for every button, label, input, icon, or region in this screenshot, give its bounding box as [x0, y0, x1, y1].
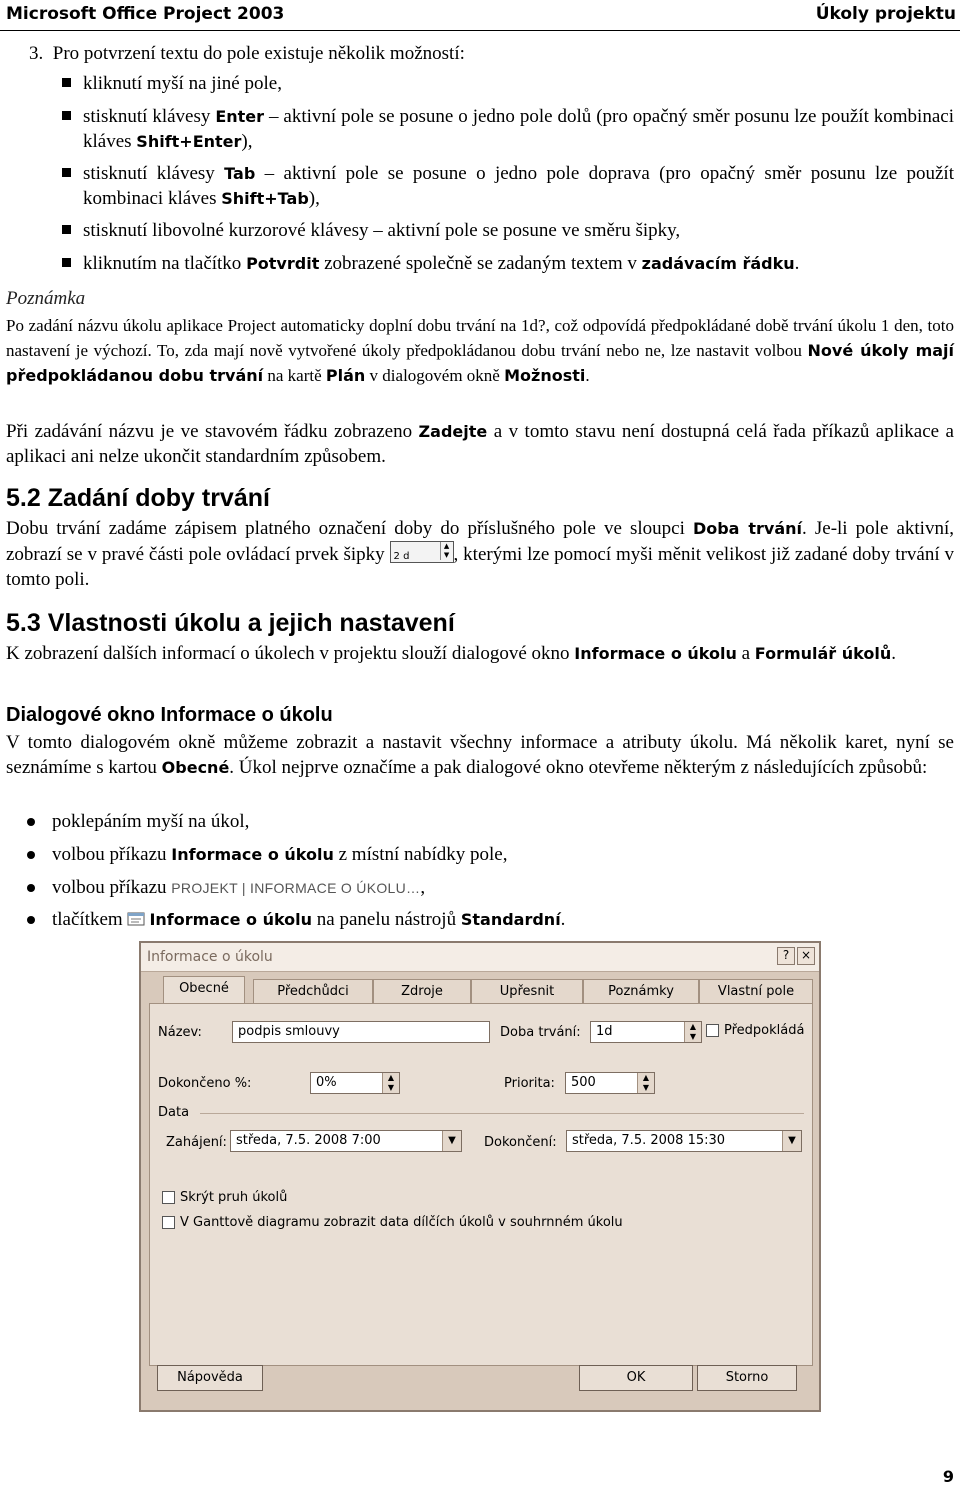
finish-date-select[interactable]: středa, 7.5. 2008 15:30 ▼ — [566, 1130, 802, 1152]
subheading-dialog: Dialogové okno Informace o úkolu — [6, 704, 333, 726]
percent-complete-label: Dokončeno %: — [158, 1076, 252, 1091]
dates-group-label: Data — [158, 1105, 190, 1120]
estimated-checkbox[interactable] — [706, 1024, 719, 1037]
priority-label: Priorita: — [504, 1076, 555, 1091]
duration-input[interactable]: 1d ▲ ▼ — [590, 1021, 702, 1043]
duration-label: Doba trvání: — [500, 1025, 581, 1040]
close-icon[interactable]: × — [797, 947, 815, 965]
tab-predecessors[interactable]: Předchůdci — [253, 979, 373, 1004]
note-body: Po zadání názvu úkolu aplikace Project automaticky doplní dobu trvání na 1d?, což odpovídá předpokládané době trvání úkolu 1 den, toto nastavení je výchozí. To, zda mají nově vytvořené úkoly předpokládanou dobu trvání nebo ne, lze nastavit volbou Nové úkoly mají předpokládanou dobu trvání na kartě Plán v dialogovém okně Možnosti. — [6, 316, 955, 385]
bullet-square-icon — [62, 168, 71, 177]
heading-5-3: 5.3 Vlastnosti úkolu a jejich nastavení — [6, 609, 455, 637]
task-info-dialog — [139, 941, 821, 1412]
tab-general[interactable]: Obecné — [163, 976, 245, 1005]
list-item: poklepáním myší na úkol, — [52, 811, 250, 832]
help-button[interactable]: Nápověda — [157, 1365, 263, 1391]
page-header — [0, 0, 960, 31]
bullet-dot-icon — [27, 884, 35, 892]
ok-button[interactable]: OK — [579, 1365, 693, 1391]
tab-panel-general — [149, 1003, 813, 1366]
dates-divider — [200, 1113, 804, 1114]
name-label: Název: — [158, 1025, 202, 1040]
help-icon[interactable]: ? — [777, 947, 795, 965]
priority-input[interactable]: 500 ▲ ▼ — [565, 1072, 655, 1094]
item3-number: 3. — [29, 43, 44, 64]
start-date-select[interactable]: středa, 7.5. 2008 7:00 ▼ — [230, 1130, 462, 1152]
dialog-title: Informace o úkolu — [147, 949, 273, 965]
bullet-square-icon — [62, 111, 71, 120]
tab-advanced[interactable]: Upřesnit — [471, 979, 583, 1004]
rollup-label: V Ganttově diagramu zobrazit data dílčích úkolů v souhrnném úkolu — [180, 1215, 623, 1230]
hide-bar-checkbox[interactable] — [162, 1191, 175, 1204]
heading-5-2: 5.2 Zadání doby trvání — [6, 484, 270, 512]
chevron-down-icon[interactable]: ▼ — [782, 1131, 801, 1151]
rollup-checkbox[interactable] — [162, 1216, 175, 1229]
page-number: 9 — [942, 1467, 954, 1486]
list-item: stisknutí libovolné kurzorové klávesy – aktivní pole se posune ve směru šipky, — [83, 220, 681, 241]
cancel-button[interactable]: Storno — [697, 1365, 797, 1391]
estimated-label: Předpokládá — [724, 1023, 805, 1038]
chevron-down-icon[interactable]: ▼ — [442, 1131, 461, 1151]
list-item: kliknutí myší na jiné pole, — [83, 73, 282, 94]
name-input[interactable]: podpis smlouvy — [232, 1021, 490, 1043]
bullet-dot-icon — [27, 916, 35, 924]
bullet-square-icon — [62, 225, 71, 234]
start-label: Zahájení: — [166, 1135, 227, 1150]
percent-complete-input[interactable]: 0% ▲ ▼ — [310, 1072, 400, 1094]
task-info-icon — [127, 908, 145, 922]
list-item: tlačítkem Informace o úkolu na panelu nástrojů Standardní. — [52, 909, 566, 930]
note-title: Poznámka — [6, 288, 86, 309]
duration-spin-icon[interactable]: ▲ ▼ — [684, 1022, 701, 1042]
paragraph-task-props: K zobrazení dalších informací o úkolech v projektu slouží dialogové okno Informace o úkolu a Formulář úkolů. — [6, 643, 896, 664]
finish-label: Dokončení: — [484, 1135, 557, 1150]
header-right: Úkoly projektu — [815, 4, 956, 24]
bullet-square-icon — [62, 258, 71, 267]
tab-notes[interactable]: Poznámky — [583, 979, 699, 1004]
spin-control-icon: 2 d ▲ ▼ — [390, 541, 454, 563]
list-item: stisknutí klávesy Tab – aktivní pole se posune o jedno pole doprava (pro opačný směr posunu lze použít kombinaci kláves Shift+Tab), — [83, 163, 954, 209]
bullet-dot-icon — [27, 818, 35, 826]
hide-bar-label: Skrýt pruh úkolů — [180, 1190, 288, 1205]
dialog-titlebar — [141, 943, 819, 972]
list-item: stisknutí klávesy Enter – aktivní pole se posune o jedno pole dolů (pro opačný směr posunu lze použít kombinaci kláves Shift+Enter), — [83, 106, 954, 152]
paragraph-duration: Dobu trvání zadáme zápisem platného označení doby do příslušného pole ve sloupci Doba trvání. Je-li pole aktivní, zobrazí se v pravé části pole ovládací prvek šipky 2 d ▲ ▼ , kterými lze pomocí myši měnit velikost již zadané doby trvání v tomto poli. — [6, 518, 954, 590]
priority-spin-icon[interactable]: ▲ ▼ — [637, 1073, 654, 1093]
tab-resources[interactable]: Zdroje — [373, 979, 471, 1004]
tab-custom-fields[interactable]: Vlastní pole — [699, 979, 813, 1004]
header-left: Microsoft Office Project 2003 — [6, 4, 285, 24]
paragraph-dialog: V tomto dialogovém okně můžeme zobrazit a nastavit všechny informace a atributy úkolu. Má několik karet, nyní se seznámíme s kartou Obecné. Úkol nejprve označíme a pak dialogové okno otevřeme některým z následujících způsobů: — [6, 732, 954, 778]
paragraph-status: Při zadávání názvu je ve stavovém řádku zobrazeno Zadejte a v tomto stavu není dostupná celá řada příkazů aplikace a aplikaci ani nelze ukončit standardním způsobem. — [6, 421, 954, 467]
list-item: volbou příkazu PROJEKT | INFORMACE O ÚKOLU…, — [52, 877, 426, 898]
percent-spin-icon[interactable]: ▲ ▼ — [382, 1073, 399, 1093]
bullet-dot-icon — [27, 851, 35, 859]
item3-text: Pro potvrzení textu do pole existuje několik možností: — [52, 43, 465, 64]
item3 — [29, 41, 954, 66]
list-item: volbou příkazu Informace o úkolu z místní nabídky pole, — [52, 844, 508, 865]
list-item: kliknutím na tlačítko Potvrdit zobrazené společně se zadaným textem v zadávacím řádku. — [83, 253, 800, 274]
bullet-square-icon — [62, 78, 71, 87]
